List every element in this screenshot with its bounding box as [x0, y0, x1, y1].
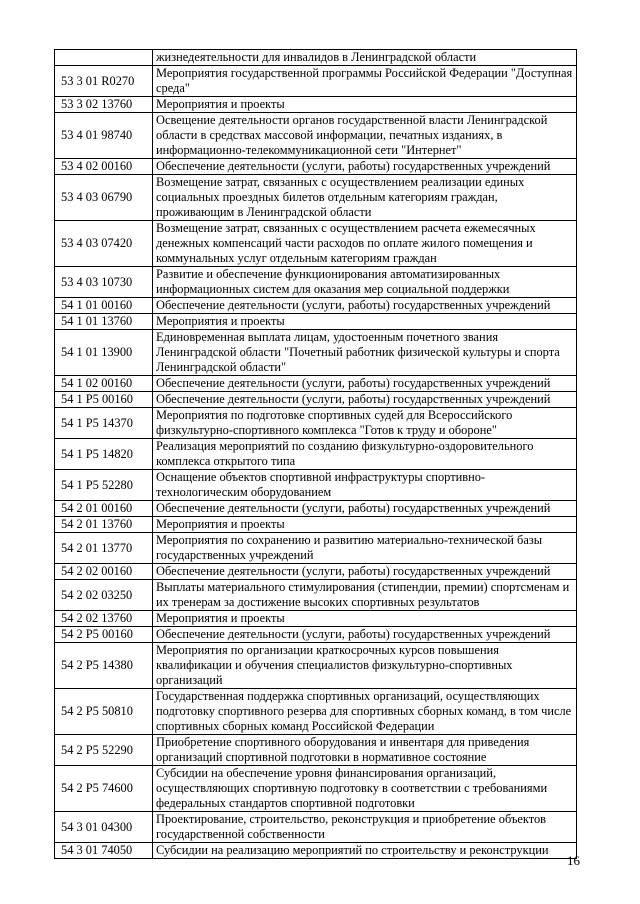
row-code: 54 1 01 00160 — [55, 298, 153, 314]
row-code: 54 2 P5 00160 — [55, 627, 153, 643]
row-description: Государственная поддержка спортивных организаций, осуществляющих подготовку спортивного резерва для спортивных сборных команд, в том числе спортивных сборных команд Российской Федерации — [153, 689, 577, 735]
row-code: 53 3 01 R0270 — [55, 66, 153, 97]
row-code: 54 2 01 13760 — [55, 517, 153, 533]
row-description: Мероприятия по сохранению и развитию материально-технической базы государственных учреждений — [153, 533, 577, 564]
row-code: 54 1 P5 14370 — [55, 408, 153, 439]
row-code: 54 2 P5 74600 — [55, 766, 153, 812]
row-code: 54 2 P5 14380 — [55, 643, 153, 689]
row-code: 53 4 03 10730 — [55, 267, 153, 298]
table-row — [55, 392, 577, 408]
row-description: Развитие и обеспечение функционирования автоматизированных информационных систем для оказания мер социальной поддержки — [153, 267, 577, 298]
row-code: 53 4 02 00160 — [55, 159, 153, 175]
row-description: Мероприятия государственной программы Российской Федерации "Доступная среда" — [153, 66, 577, 97]
row-code: 54 2 02 00160 — [55, 564, 153, 580]
row-description: Обеспечение деятельности (услуги, работы) государственных учреждений — [153, 627, 577, 643]
row-description: Субсидии на реализацию мероприятий по строительству и реконструкции — [153, 843, 577, 859]
budget-classification-table — [54, 49, 577, 859]
row-code: 54 2 01 00160 — [55, 501, 153, 517]
table-row — [55, 735, 577, 766]
row-description: Обеспечение деятельности (услуги, работы) государственных учреждений — [153, 501, 577, 517]
row-description: Мероприятия и проекты — [153, 314, 577, 330]
row-code: 54 2 02 13760 — [55, 611, 153, 627]
row-code: 54 1 01 13900 — [55, 330, 153, 376]
table-row — [55, 298, 577, 314]
row-description: Обеспечение деятельности (услуги, работы) государственных учреждений — [153, 392, 577, 408]
row-code — [55, 50, 153, 66]
table-row — [55, 580, 577, 611]
table-row — [55, 689, 577, 735]
table-row — [55, 627, 577, 643]
row-code: 54 2 01 13770 — [55, 533, 153, 564]
row-description: Мероприятия по организации краткосрочных курсов повышения квалификации и обучения специалистов физкультурно-спортивных организаций — [153, 643, 577, 689]
table-row — [55, 408, 577, 439]
row-description: Мероприятия и проекты — [153, 517, 577, 533]
row-code: 54 1 01 13760 — [55, 314, 153, 330]
row-code: 54 1 P5 14820 — [55, 439, 153, 470]
row-description: Единовременная выплата лицам, удостоенным почетного звания Ленинградской области "Почетный работник физической культуры и спорта Ленинградской области" — [153, 330, 577, 376]
row-code: 53 3 02 13760 — [55, 97, 153, 113]
row-code: 53 4 01 98740 — [55, 113, 153, 159]
row-code: 54 3 01 04300 — [55, 812, 153, 843]
row-code: 54 2 P5 52290 — [55, 735, 153, 766]
row-code: 54 1 02 00160 — [55, 376, 153, 392]
row-description: Мероприятия и проекты — [153, 611, 577, 627]
table-row — [55, 533, 577, 564]
table-row — [55, 564, 577, 580]
row-description: Приобретение спортивного оборудования и инвентаря для приведения организаций спортивной подготовки в нормативное состояние — [153, 735, 577, 766]
row-description: Обеспечение деятельности (услуги, работы) государственных учреждений — [153, 298, 577, 314]
table-row — [55, 175, 577, 221]
table-row — [55, 439, 577, 470]
table-row — [55, 376, 577, 392]
row-description: Обеспечение деятельности (услуги, работы) государственных учреждений — [153, 376, 577, 392]
row-code: 54 2 P5 50810 — [55, 689, 153, 735]
table-row — [55, 97, 577, 113]
row-code: 54 1 P5 00160 — [55, 392, 153, 408]
table-row — [55, 50, 577, 66]
row-code: 54 3 01 74050 — [55, 843, 153, 859]
row-description: Освещение деятельности органов государственной власти Ленинградской области в средствах массовой информации, печатных изданиях, в информационно-телекоммуникационной сети "Интернет" — [153, 113, 577, 159]
table-row — [55, 843, 577, 859]
row-description: Обеспечение деятельности (услуги, работы) государственных учреждений — [153, 159, 577, 175]
row-description: Возмещение затрат, связанных с осуществлением реализации единых социальных проездных билетов отдельным категориям граждан, проживающим в Ленинградской области — [153, 175, 577, 221]
table-row — [55, 267, 577, 298]
table-row — [55, 330, 577, 376]
row-description: Реализация мероприятий по созданию физкультурно-оздоровительного комплекса открытого типа — [153, 439, 577, 470]
row-description: Субсидии на обеспечение уровня финансирования организаций, осуществляющих спортивную подготовку в соответствии с требованиями федеральных стандартов спортивной подготовки — [153, 766, 577, 812]
row-code: 53 4 03 07420 — [55, 221, 153, 267]
table-row — [55, 66, 577, 97]
row-description: Оснащение объектов спортивной инфраструктуры спортивно-технологическим оборудованием — [153, 470, 577, 501]
table-row — [55, 314, 577, 330]
table-row — [55, 812, 577, 843]
row-description: Возмещение затрат, связанных с осуществлением расчета ежемесячных денежных компенсаций части расходов по оплате жилого помещения и коммунальных услуг отдельным категориям граждан — [153, 221, 577, 267]
table-row — [55, 221, 577, 267]
table-row — [55, 159, 577, 175]
row-code: 53 4 03 06790 — [55, 175, 153, 221]
row-code: 54 2 02 03250 — [55, 580, 153, 611]
table-row — [55, 113, 577, 159]
row-code: 54 1 P5 52280 — [55, 470, 153, 501]
row-description: Проектирование, строительство, реконструкция и приобретение объектов государственной собственности — [153, 812, 577, 843]
row-description: Выплаты материального стимулирования (стипендии, премии) спортсменам и их тренерам за достижение высоких спортивных результатов — [153, 580, 577, 611]
table-row — [55, 470, 577, 501]
row-description: жизнедеятельности для инвалидов в Ленинградской области — [153, 50, 577, 66]
table-row — [55, 611, 577, 627]
table-row — [55, 766, 577, 812]
table-body — [55, 50, 577, 859]
row-description: Мероприятия по подготовке спортивных судей для Всероссийского физкультурно-спортивного комплекса "Готов к труду и обороне" — [153, 408, 577, 439]
page-number: 16 — [567, 853, 580, 868]
table-row — [55, 501, 577, 517]
row-description: Обеспечение деятельности (услуги, работы) государственных учреждений — [153, 564, 577, 580]
table-row — [55, 517, 577, 533]
row-description: Мероприятия и проекты — [153, 97, 577, 113]
table-row — [55, 643, 577, 689]
